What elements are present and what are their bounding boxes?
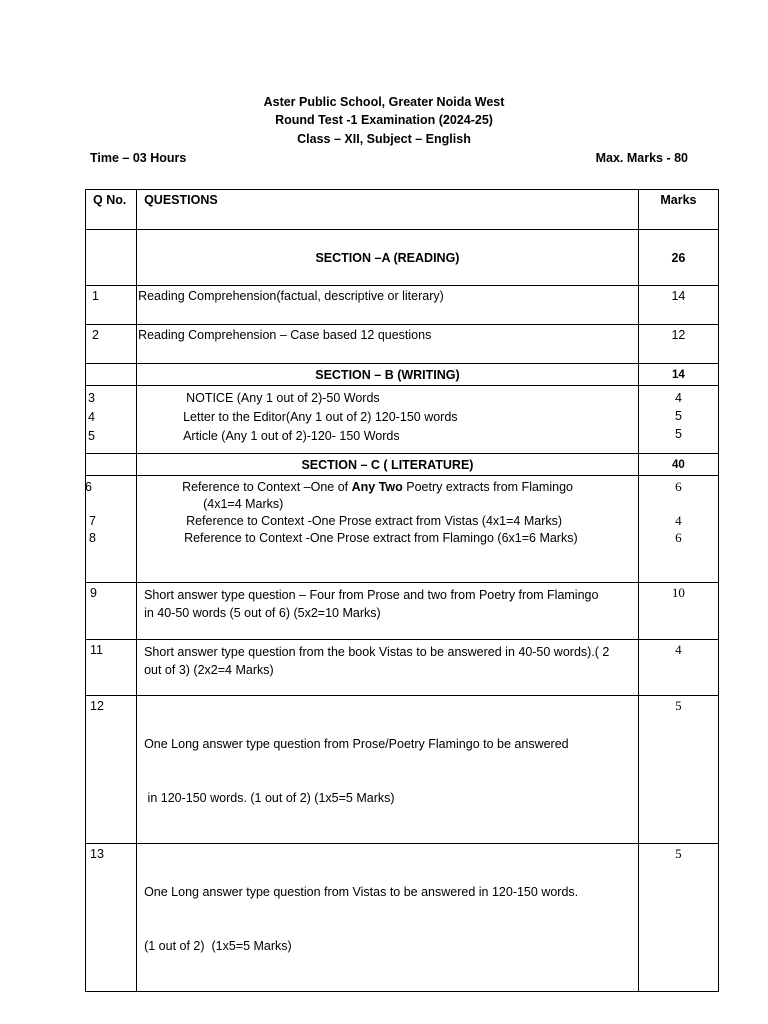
q2-text: Reading Comprehension – Case based 12 questions [137,325,639,364]
q6-text-line2: (4x1=4 Marks) [203,497,284,511]
q5-marks: 5 [674,427,682,441]
header-questions: QUESTIONS [137,190,639,230]
exam-duration: Time – 03 Hours [90,151,187,165]
q4-text: Letter to the Editor(Any 1 out of 2) 120-150 words [183,410,458,424]
literature-questions-row [86,476,719,583]
q6-emphasis: Any Two [351,480,403,494]
table-header-row [86,190,719,230]
table-row [86,640,719,696]
q11-text: Short answer type question from the book Vistas to be answered in 40-50 words).( 2 out of 3) (2x2=4 Marks) [137,640,639,696]
q4-number: 4 [88,410,95,424]
literature-question-texts [137,476,639,583]
q2-marks: 12 [638,325,718,364]
q6-marks: 6 [675,479,682,494]
q12-marks: 5 [638,696,718,844]
q8-text: Reference to Context -One Prose extract from Flamingo (6x1=6 Marks) [184,531,578,545]
question-paper-table [85,189,719,992]
q1-number: 1 [86,286,137,325]
q1-text: Reading Comprehension(factual, descriptive or literary) [137,286,639,325]
q7-text: Reference to Context -One Prose extract from Vistas (4x1=4 Marks) [186,514,563,528]
section-b-marks: 14 [638,364,718,386]
section-b-row [86,364,719,386]
writing-question-marks [638,386,718,454]
table-row [86,696,719,844]
q5-text: Article (Any 1 out of 2)-120- 150 Words [183,429,400,443]
writing-question-texts [137,386,639,454]
max-marks: Max. Marks - 80 [595,151,688,165]
section-a-row [86,230,719,286]
writing-questions-row [86,386,719,454]
section-c-marks: 40 [638,454,718,476]
q3-marks: 4 [674,391,682,405]
q7-marks: 4 [675,513,682,528]
header-qno: Q No. [86,190,137,230]
literature-question-marks [638,476,718,583]
q13-number: 13 [86,844,137,992]
q12-text: One Long answer type question from Prose/Poetry Flamingo to be answered in 120-150 words. (1 out of 2) (1x5=5 Marks) [137,696,639,844]
q3-text: NOTICE (Any 1 out of 2)-50 Words [186,391,380,405]
q3-number: 3 [88,391,95,405]
writing-question-numbers [86,386,137,454]
q9-marks: 10 [638,583,718,640]
q11-number: 11 [86,640,137,696]
q9-number: 9 [86,583,137,640]
q5-number: 5 [88,429,95,443]
table-row [86,583,719,640]
q8-marks: 6 [675,530,682,545]
table-row [86,325,719,364]
section-c-row [86,454,719,476]
q12-number: 12 [86,696,137,844]
section-b-title: SECTION – B (WRITING) [137,364,639,386]
q6-text: Reference to Context –One of Any Two Poetry extracts from Flamingo [182,480,573,494]
school-name: Aster Public School, Greater Noida West [263,95,505,109]
q2-number: 2 [86,325,137,364]
table-row [86,286,719,325]
table-row [86,844,719,992]
section-a-marks: 26 [638,230,718,286]
literature-question-numbers [86,476,137,583]
q11-marks: 4 [638,640,718,696]
header-marks: Marks [638,190,718,230]
q1-marks: 14 [638,286,718,325]
exam-title: Round Test -1 Examination (2024-25) [275,113,493,127]
q9-text: Short answer type question – Four from Prose and two from Poetry from Flamingo in 40-50 words (5 out of 6) (5x2=10 Marks) [137,583,639,640]
q7-number: 7 [89,514,96,528]
q8-number: 8 [89,531,96,545]
q13-marks: 5 [638,844,718,992]
q13-text: One Long answer type question from Vistas to be answered in 120-150 words. (1 out of 2) (1x5=5 Marks) [137,844,639,992]
section-a-title: SECTION –A (READING) [137,230,639,286]
class-subject: Class – XII, Subject – English [297,132,471,146]
q4-marks: 5 [674,409,682,423]
q6-number: 6 [85,480,92,494]
section-c-title: SECTION – C ( LITERATURE) [137,454,639,476]
